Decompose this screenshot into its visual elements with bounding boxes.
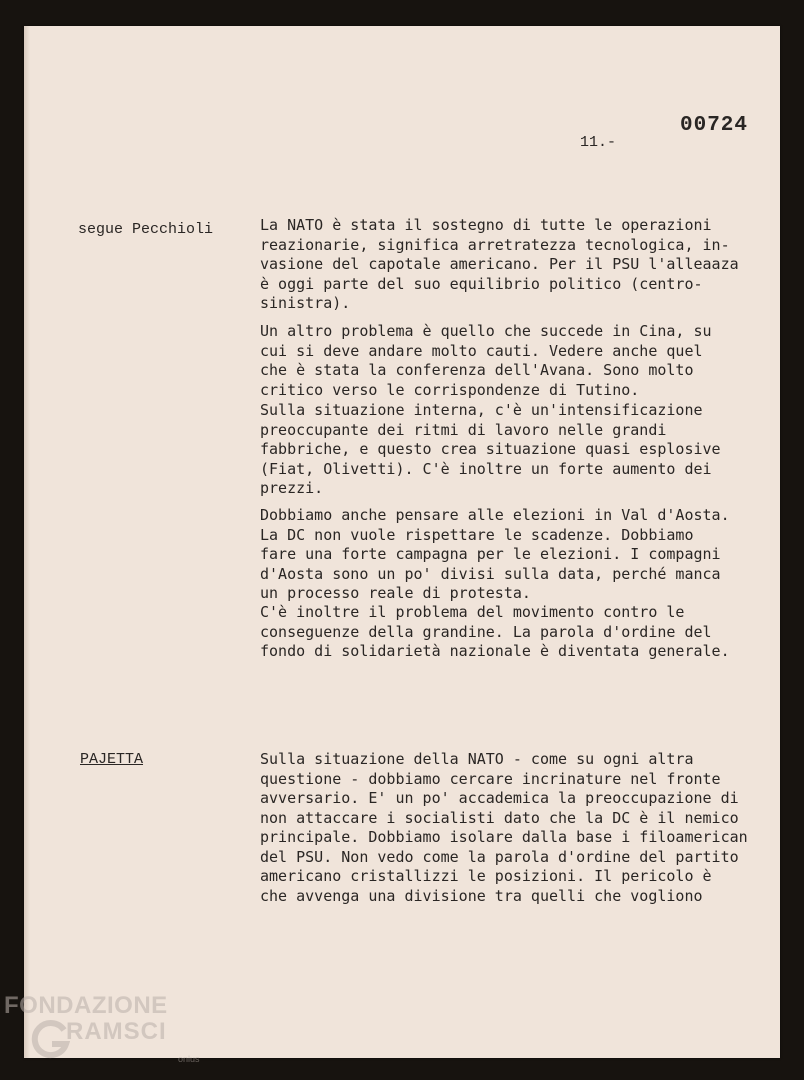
paragraph-nato: La NATO è stata il sostegno di tutte le operazioni reazionarie, significa arretratezza tecnologica, in- vasione del capotale americano. Per il PSU l'alleaaza è oggi parte del suo equilibrio politico (centro- sinistra). [260, 216, 739, 312]
paragraph-situazione-interna: Sulla situazione interna, c'è un'intensificazione preoccupante dei ritmi di lavoro nelle grandi fabbriche, e questo crea situazione quasi esplosive (Fiat, Olivetti). C'è inoltre un forte aumento dei prezzi. [260, 401, 721, 497]
speaker-label-pecchioli: segue Pecchioli [78, 221, 214, 238]
watermark-line2: RAMSCI [66, 1018, 167, 1045]
page-number: 11.- [580, 134, 617, 151]
speaker-label-pajetta: PAJETTA [80, 751, 144, 768]
paragraph-val-daosta: Dobbiamo anche pensare alle elezioni in Val d'Aosta. La DC non vuole rispettare le scadenze. Dobbiamo fare una forte campagna per le elezioni. I compagni d'Aosta sono un po' divisi sulla data, perché manca un processo reale di protesta. [260, 506, 730, 602]
paragraph-pajetta-nato: Sulla situazione della NATO - come su ogni altra questione - dobbiamo cercare incrinature nel fronte avversario. E' un po' accademica la preoccupazione di non attaccare i socialisti dato che la DC è il nemico principale. Dobbiamo isolare dalla base i filoamerican del PSU. Non vedo come la parola d'ordine del partito americano cristallizzi le posizioni. Il pericolo è che avvenga una divisione tra quelli che vogliono [260, 750, 748, 905]
paragraph-cina: Un altro problema è quello che succede in Cina, su cui si deve andare molto cauti. Vedere anche quel che è stata la conferenza dell'Avana. Sono molto critico verso le corrispondenze di Tutino. [260, 322, 712, 399]
gramsci-g-logo-icon [30, 1020, 70, 1060]
fondazione-gramsci-watermark [0, 992, 210, 1072]
watermark-small-text: onlus [178, 1054, 200, 1064]
watermark-line1: FONDAZIONE [4, 992, 168, 1019]
document-page [24, 26, 780, 1058]
document-number: 00724 [680, 114, 749, 137]
paragraph-grandine: C'è inoltre il problema del movimento contro le conseguenze della grandine. La parola d'ordine del fondo di solidarietà nazionale è diventata generale. [260, 603, 730, 660]
page-edge-shadow [24, 26, 30, 1058]
